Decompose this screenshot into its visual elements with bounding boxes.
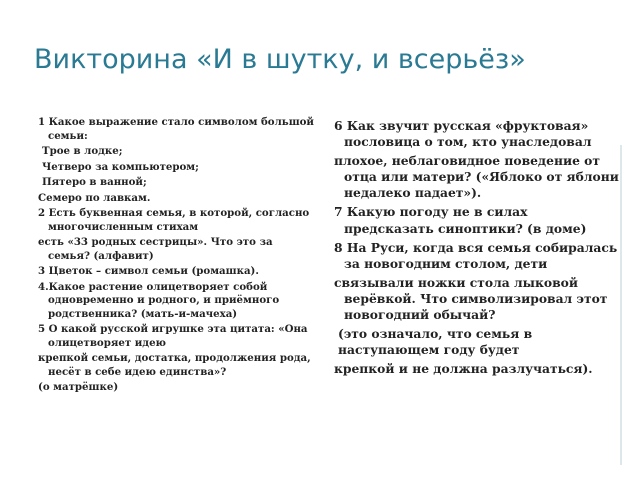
question-2-line-2: есть «33 родных сестрицы». Что это за семья? (алфавит) [38, 236, 273, 262]
question-6-line-1: 6 Как звучит русская «фруктовая» пословица о том, кто унаследовал [334, 118, 592, 150]
question-4: 4.Какое растение олицетворяет собой одновременно и родного, и приёмного родственника? (мать-и-мачеха) [38, 280, 280, 320]
answer-8-line-1: (это означало, что семья в наступающем году будет [338, 326, 533, 358]
option-1: Трое в лодке; [42, 145, 123, 157]
decorative-line [620, 145, 622, 465]
question-3: 3 Цветок – символ семьи (ромашка). [38, 265, 259, 277]
question-8-line-1: 8 На Руси, когда вся семья собиралась за новогодним столом, дети [334, 239, 618, 271]
option-4: Семеро по лавкам. [38, 191, 151, 204]
question-8-line-2: связывали ножки стола лыковой верёвкой. Что символизировал этот новогодний обычай? [334, 274, 608, 323]
question-7: 7 Какую погоду не в силах предсказать синоптики? (в доме) [334, 204, 587, 236]
question-2-line-1: 2 Есть буквенная семья, в которой, согласно многочисленным стихам [38, 207, 310, 233]
question-5-line-2: крепкой семьи, достатка, продолжения рода, несёт в себе идею единства»? [38, 352, 311, 378]
question-1: 1 Какое выражение стало символом большой семьи: [38, 116, 314, 142]
quiz-column-right [334, 118, 620, 380]
answer-5: (о матрёшке) [38, 381, 119, 393]
option-2: Четверо за компьютером; [42, 160, 199, 173]
question-6-line-2: плохое, неблаговидное поведение от отца или матери? («Яблоко от яблони недалеко падает»). [334, 153, 619, 201]
quiz-column-left [38, 116, 316, 397]
answer-8-line-2: крепкой и не должна разлучаться). [334, 361, 593, 377]
slide-title: Викторина «И в шутку, и всерьёз» [34, 44, 526, 75]
question-5-line-1: 5 О какой русской игрушке эта цитата: «Она олицетворяет идею [38, 323, 308, 349]
option-3: Пятеро в ванной; [42, 176, 147, 188]
